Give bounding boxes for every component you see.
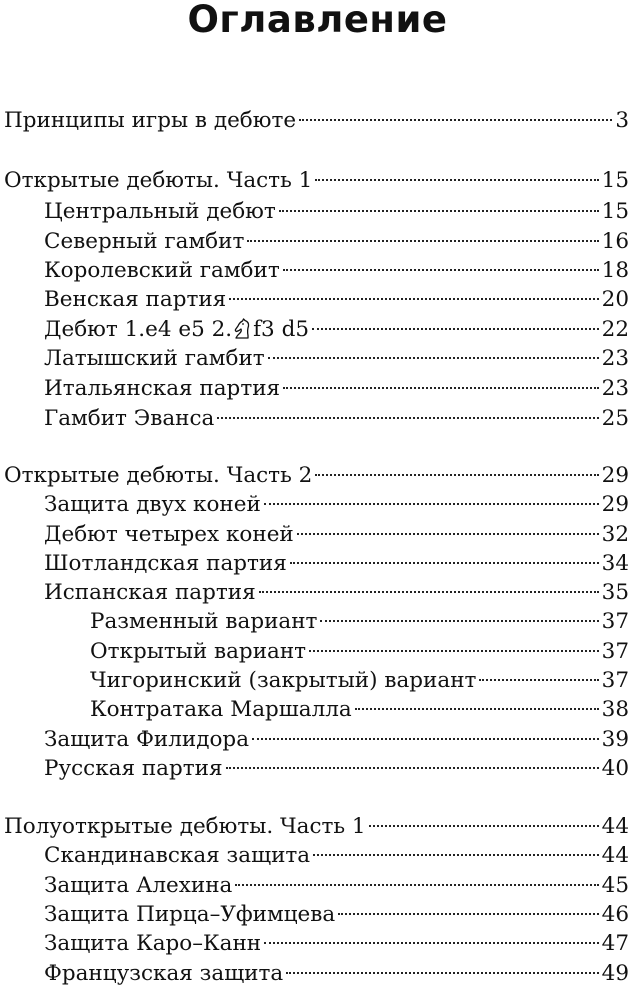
dot-leader <box>290 562 599 564</box>
dot-leader <box>283 387 599 389</box>
dot-leader <box>286 972 598 974</box>
dot-leader <box>279 210 599 212</box>
dot-leader <box>259 591 599 593</box>
dot-leader <box>312 328 599 330</box>
toc-page-number: 29 <box>601 492 629 517</box>
toc-entry <box>0 460 635 492</box>
toc-page-number: 44 <box>601 843 629 868</box>
toc-entry-label: Открытые дебюты. Часть 1 <box>4 168 313 193</box>
toc-page-number: 45 <box>601 873 629 898</box>
toc-page-number: 32 <box>601 522 629 547</box>
toc-entry <box>0 928 635 960</box>
toc-page-number: 23 <box>601 346 629 371</box>
toc-entry-label: Принципы игры в дебюте <box>4 108 297 133</box>
toc-entry-label: Дебют четырех коней <box>44 522 294 547</box>
dot-leader <box>309 650 599 652</box>
toc-page-number: 22 <box>601 317 629 342</box>
dot-leader <box>226 767 599 769</box>
toc-page-number: 18 <box>601 258 629 283</box>
toc-entry-label: Венская партия <box>44 287 227 312</box>
toc-entry <box>0 343 635 375</box>
toc-entry <box>0 314 635 346</box>
toc-entry-label: Защита Каро–Канн <box>44 931 262 956</box>
toc-page-number: 44 <box>601 814 629 839</box>
dot-leader <box>264 942 599 944</box>
toc-entry <box>0 899 635 931</box>
toc-entry <box>0 636 635 668</box>
toc-page-number: 37 <box>601 639 629 664</box>
dot-leader <box>315 179 598 181</box>
toc-entry <box>0 403 635 435</box>
toc-entry <box>0 665 635 697</box>
toc-entry-label: Разменный вариант <box>90 609 318 634</box>
toc-page-number: 40 <box>601 756 629 781</box>
toc-page-number: 46 <box>601 902 629 927</box>
toc-page-number: 35 <box>601 580 629 605</box>
toc-entry-label: Защита Пирца–Уфимцева <box>44 902 336 927</box>
dot-leader <box>338 913 598 915</box>
toc-entry <box>0 489 635 521</box>
toc-entry <box>0 724 635 756</box>
toc-entry-label: Шотландская партия <box>44 551 287 576</box>
toc-entry <box>0 519 635 551</box>
toc-entry <box>0 255 635 287</box>
toc-entry <box>0 840 635 872</box>
toc-page-number: 37 <box>601 609 629 634</box>
toc-entry-label: Французская защита <box>44 961 284 986</box>
dot-leader <box>247 240 598 242</box>
dot-leader <box>299 119 612 121</box>
toc-entry-label-part: Дебют 1.e4 e5 2. <box>44 317 233 342</box>
dot-leader <box>297 533 599 535</box>
toc-entry-label: Защита Филидора <box>44 727 250 752</box>
toc-entry <box>0 373 635 405</box>
toc-entry <box>0 548 635 580</box>
toc-entry-label: Чигоринский (закрытый) вариант <box>90 668 477 693</box>
toc-page-number: 38 <box>601 697 629 722</box>
dot-leader <box>355 708 599 710</box>
dot-leader <box>268 357 599 359</box>
toc-page-number: 15 <box>601 168 629 193</box>
toc-entry-label: Центральный дебют <box>44 199 276 224</box>
toc-entry-label-part: f3 d5 <box>253 317 310 342</box>
page-title: Оглавление <box>187 0 448 41</box>
toc-entry-label: Скандинавская защита <box>44 843 311 868</box>
toc-page-number: 37 <box>601 668 629 693</box>
toc-entry <box>0 165 635 197</box>
toc-entry-label: Защита Алехина <box>44 873 233 898</box>
toc-page-number: 3 <box>615 108 629 133</box>
dot-leader <box>315 474 598 476</box>
toc-entry-label: Контратака Маршалла <box>90 697 352 722</box>
dot-leader <box>252 738 599 740</box>
toc-page-number: 15 <box>601 199 629 224</box>
toc-entry <box>0 606 635 638</box>
dot-leader <box>235 884 598 886</box>
toc-entry-label: Латышский гамбит <box>44 346 265 371</box>
toc-entry-label: Северный гамбит <box>44 229 245 254</box>
toc-entry <box>0 105 635 137</box>
dot-leader <box>264 503 599 505</box>
toc-entry-label: Полуоткрытые дебюты. Часть 1 <box>4 814 366 839</box>
knight-icon <box>233 318 252 340</box>
dot-leader <box>313 854 599 856</box>
toc-page-number: 25 <box>601 406 629 431</box>
toc-entry <box>0 958 635 990</box>
dot-leader <box>229 298 598 300</box>
toc-entry <box>0 870 635 902</box>
dot-leader <box>479 679 598 681</box>
dot-leader <box>369 825 599 827</box>
toc-page-number: 20 <box>601 287 629 312</box>
toc-entry <box>0 226 635 258</box>
toc-page-number: 29 <box>601 463 629 488</box>
toc-page-number: 23 <box>601 376 629 401</box>
toc-entry-label <box>44 314 309 346</box>
dot-leader <box>217 417 598 419</box>
toc-entry <box>0 196 635 228</box>
toc-page-number: 34 <box>601 551 629 576</box>
dot-leader <box>320 620 598 622</box>
toc-entry <box>0 811 635 843</box>
toc-entry-label: Гамбит Эванса <box>44 406 215 431</box>
toc-entry-label: Открытый вариант <box>90 639 307 664</box>
toc-page-number: 16 <box>601 229 629 254</box>
toc-entry-label: Открытые дебюты. Часть 2 <box>4 463 313 488</box>
toc-entry-label: Русская партия <box>44 756 223 781</box>
toc-entry-label: Испанская партия <box>44 580 256 605</box>
toc-entry-label: Королевский гамбит <box>44 258 280 283</box>
toc-entry <box>0 753 635 785</box>
dot-leader <box>283 269 599 271</box>
toc-entry <box>0 694 635 726</box>
toc-entry <box>0 577 635 609</box>
toc-entry-label: Итальянская партия <box>44 376 281 401</box>
toc-entry <box>0 284 635 316</box>
toc-page-number: 49 <box>601 961 629 986</box>
toc-page-number: 39 <box>601 727 629 752</box>
toc-entry-label: Защита двух коней <box>44 492 261 517</box>
toc-page-number: 47 <box>601 931 629 956</box>
